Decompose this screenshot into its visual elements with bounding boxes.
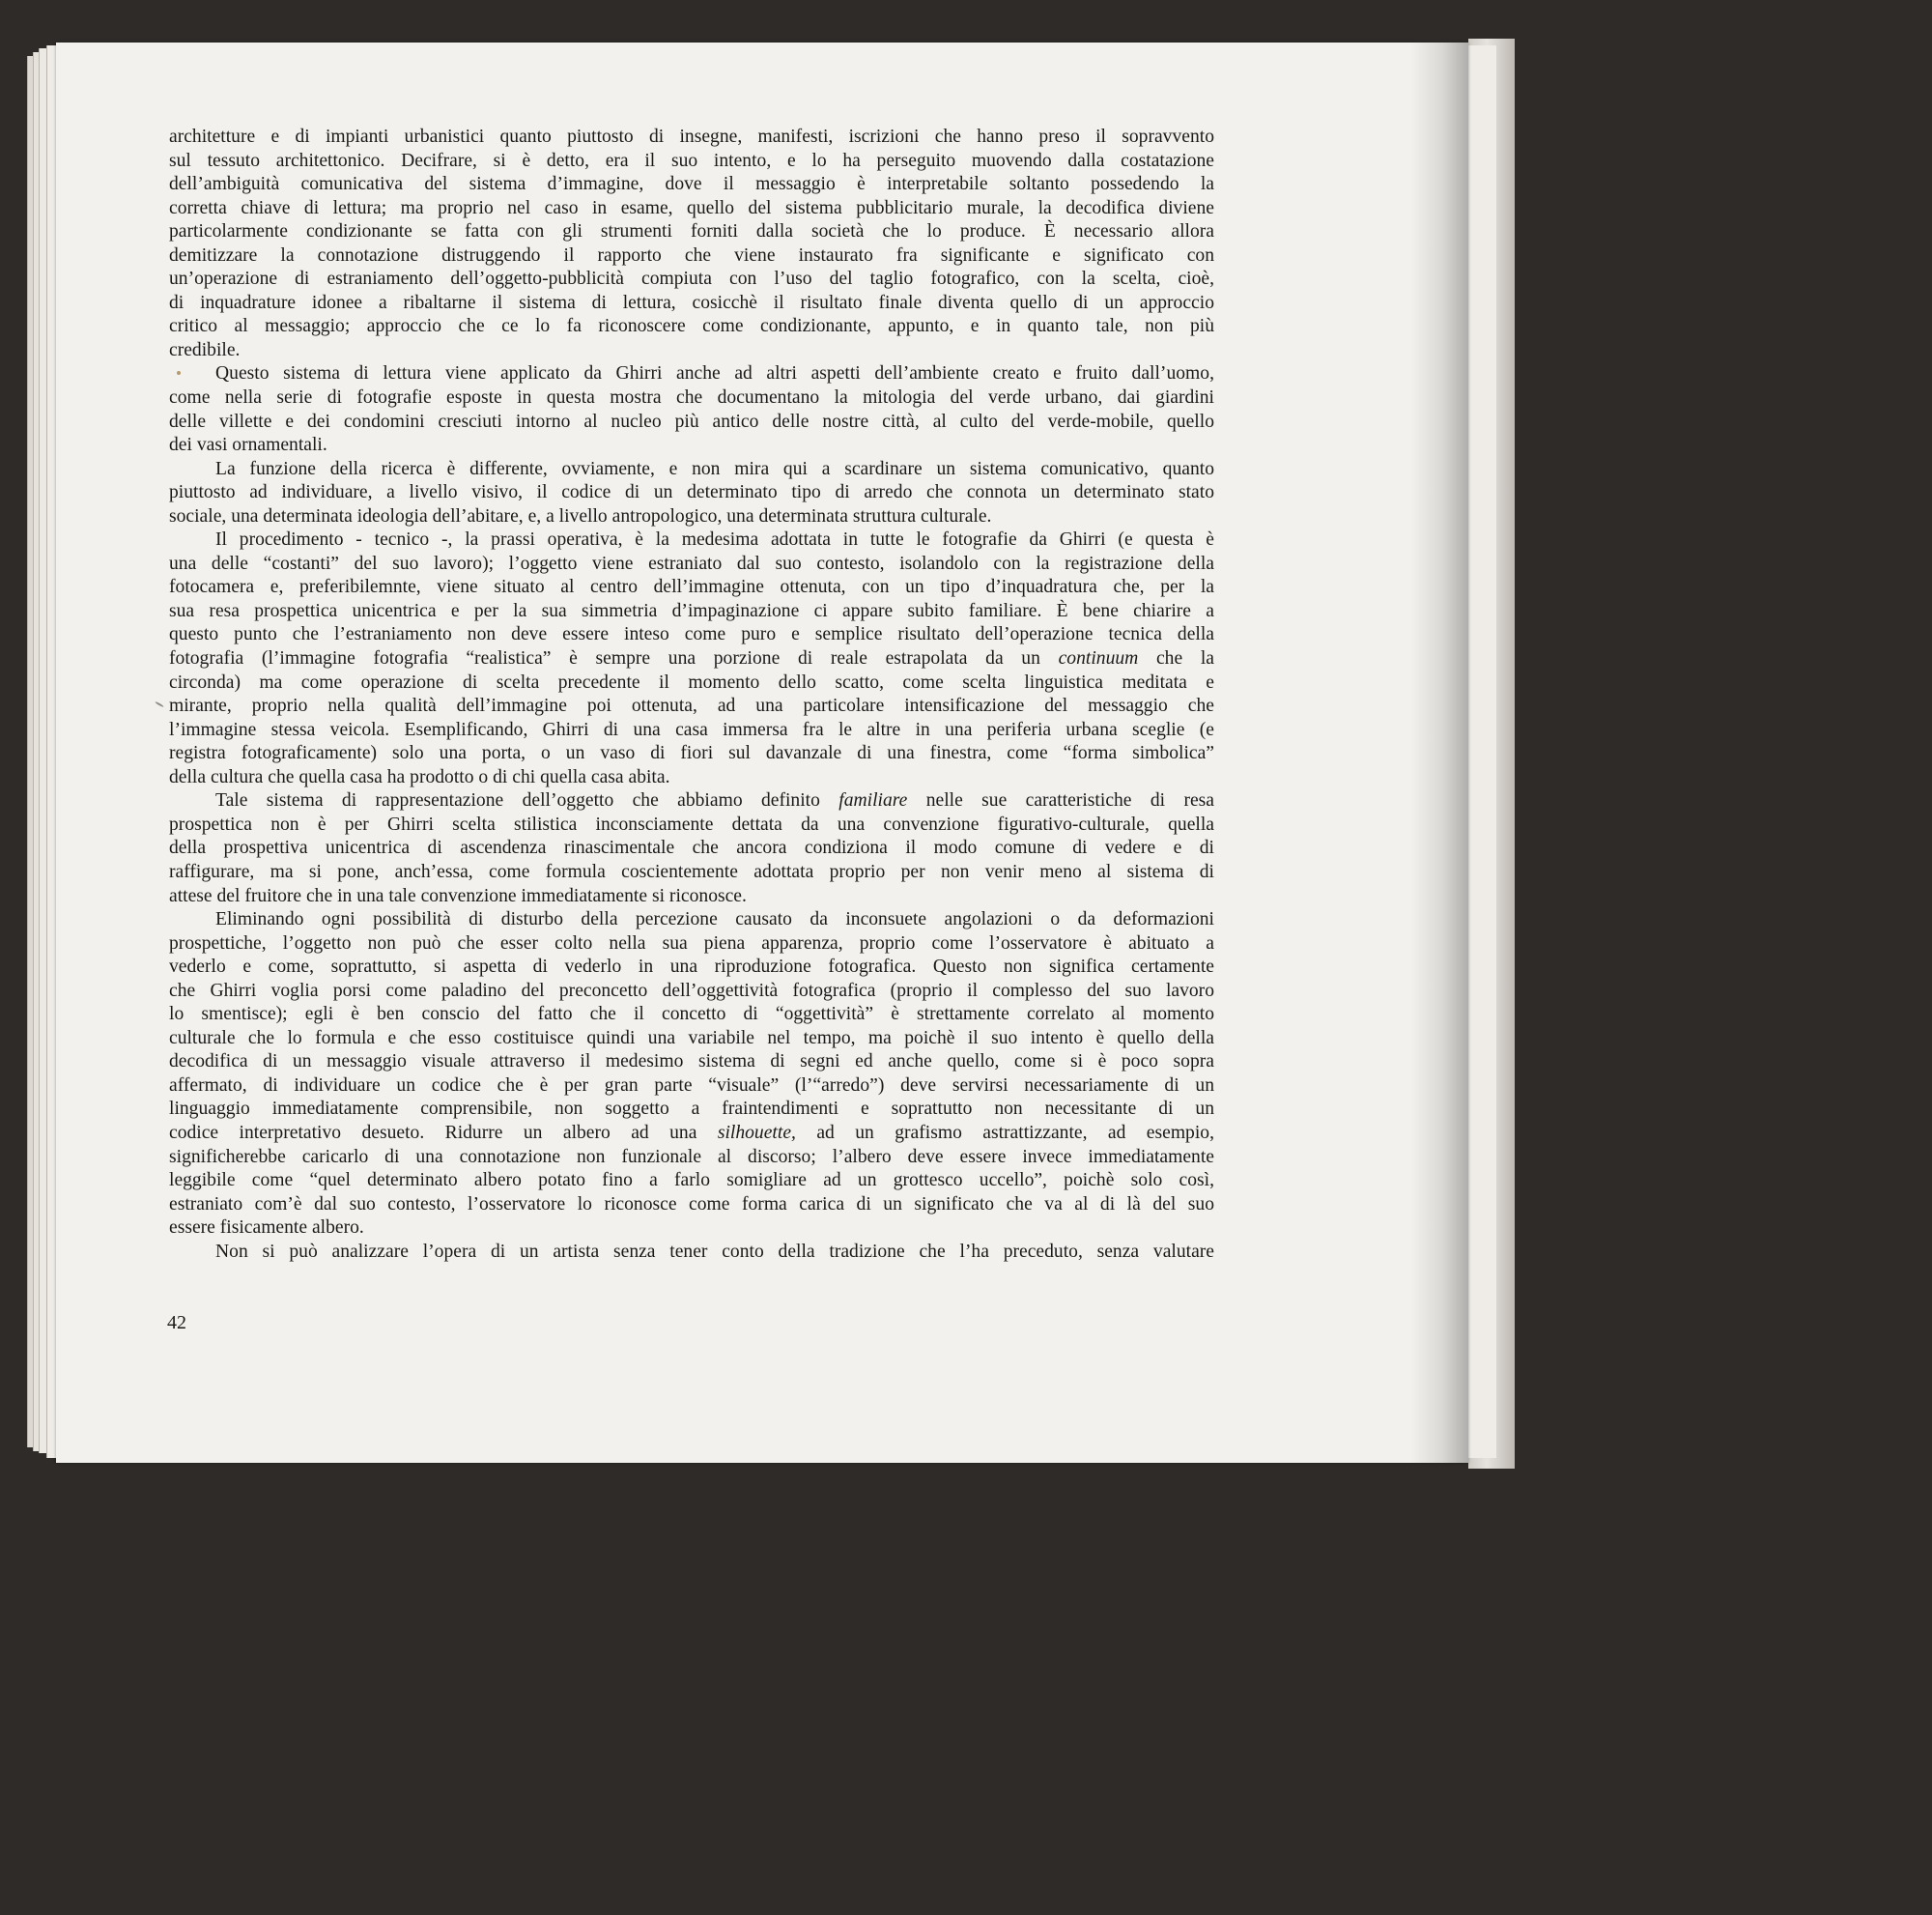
gutter-shadow	[1410, 43, 1468, 1463]
text-line: raffigurare, ma si pone, anch’essa, come formula coscientemente adottata proprio per non venir meno al sistema di	[169, 861, 1214, 882]
text-line: prospettica non è per Ghirri scelta stilistica inconsciamente dettata da una convenzione figurativo-culturale, quella	[169, 814, 1214, 835]
text-line: della prospettiva unicentrica di ascendenza rinascimentale che ancora condiziona il modo comune di vedere e di	[169, 838, 1214, 859]
text-line: come nella serie di fotografie esposte in questa mostra che documentano la mitologia del verde urbano, dai giardini	[169, 387, 1214, 409]
text-line: prospettiche, l’oggetto non può che esser colto nella sua piena apparenza, proprio come l’osservatore è abituato a	[169, 932, 1214, 954]
text-line: La funzione della ricerca è differente, ovviamente, e non mira qui a scardinare un sistema comunicativo, quanto	[215, 458, 1214, 479]
text-line: critico al messaggio; approccio che ce lo fa riconoscere come condizionante, appunto, e in quanto tale, non più	[169, 316, 1214, 337]
text-line: Eliminando ogni possibilità di disturbo della percezione causato da inconsuete angolazioni o da deformazioni	[215, 909, 1214, 930]
text-line: affermato, di individuare un codice che è per gran parte “visuale” (l’“arredo”) deve servirsi necessariamente di un	[169, 1074, 1214, 1096]
text-line: particolarmente condizionante se fatta con gli strumenti forniti dalla società che lo produce. È necessario allora	[169, 221, 1214, 243]
text-line: fotocamera e, preferibilemnte, viene situato al centro dell’immagine ottenuta, con un tipo d’inquadratura che, per la	[169, 577, 1214, 598]
text-line: demitizzare la connotazione distruggendo il rapporto che viene instaurato fra significante e significato con	[169, 244, 1214, 266]
text-line: delle villette e dei condomini cresciuti intorno al nucleo più antico delle nostre città, al culto del verde-mobile, quello	[169, 411, 1214, 432]
page-number: 42	[167, 1312, 186, 1333]
text-line: sociale, una determinata ideologia dell’abitare, e, a livello antropologico, una determinata struttura culturale.	[169, 505, 992, 527]
text-line: Questo sistema di lettura viene applicato da Ghirri anche ad altri aspetti dell’ambiente creato e fruito dall’uomo,	[215, 363, 1214, 385]
text-line: architetture e di impianti urbanistici quanto piuttosto di insegne, manifesti, iscrizioni che hanno preso il sopravvento	[169, 127, 1214, 147]
text-line: un’operazione di estraniamento dell’oggetto-pubblicità compiuta con l’uso del taglio fotografico, con la scelta, cioè,	[169, 269, 1214, 290]
text-line: che Ghirri voglia porsi come paladino del preconcetto dell’oggettività fotografica (proprio il complesso del suo lavoro	[169, 980, 1214, 1001]
text-line: circonda) ma come operazione di scelta precedente il momento dello scatto, come scelta linguistica meditata e	[169, 672, 1214, 693]
text-line: della cultura che quella casa ha prodotto o di chi quella casa abita.	[169, 766, 670, 787]
text-line: corretta chiave di lettura; ma proprio nel caso in esame, quello del sistema pubblicitario murale, la decodifica diviene	[169, 197, 1214, 218]
body-text	[169, 126, 1214, 1264]
text-line: l’immagine stessa veicola. Esemplificando, Ghirri di una casa immersa fra le altre in una periferia urbana sceglie (e	[169, 719, 1214, 740]
text-line: lo smentisce); egli è ben conscio del fatto che il concetto di “oggettività” è strettamente correlato al momento	[169, 1004, 1214, 1025]
text-line: piuttosto ad individuare, a livello visivo, il codice di un determinato tipo di arredo che connota un determinato stato	[169, 482, 1214, 503]
text-line: culturale che lo formula e che esso costituisce quindi una variabile nel tempo, ma poichè il suo intento è quello della	[169, 1027, 1214, 1048]
text-line: dei vasi ornamentali.	[169, 435, 327, 456]
text-line: dell’ambiguità comunicativa del sistema d’immagine, dove il messaggio è interpretabile soltanto possedendo la	[169, 174, 1214, 195]
text-line: Il procedimento - tecnico -, la prassi operativa, è la medesima adottata in tutte le fotografie da Ghirri (e questa è	[215, 529, 1214, 551]
text-line: significherebbe caricarlo di una connotazione non funzionale al discorso; l’albero deve essere invece immediatamente	[169, 1146, 1214, 1167]
text-line: vederlo e come, soprattutto, si aspetta di vederlo in una riproduzione fotografica. Questo non significa certamente	[169, 957, 1214, 978]
text-line: sul tessuto architettonico. Decifrare, si è detto, era il suo intento, e lo ha perseguito muovendo dalla costatazione	[169, 150, 1214, 171]
text-line: credibile.	[169, 339, 241, 360]
text-line: questo punto che l’estraniamento non deve essere inteso come puro e semplice risultato dell’operazione tecnica della	[169, 624, 1214, 645]
text-line: Non si può analizzare l’opera di un artista senza tener conto della tradizione che l’ha preceduto, senza valutare	[215, 1241, 1214, 1262]
text-line: mirante, proprio nella qualità dell’immagine poi ottenuta, ad una particolare intensificazione del messaggio che	[169, 696, 1214, 717]
text-line: Tale sistema di rappresentazione dell’oggetto che abbiamo definito familiare nelle sue caratteristiche di resa	[215, 790, 1214, 812]
paper-mark	[155, 701, 164, 708]
text-line: codice interpretativo desueto. Ridurre un albero ad una silhouette, ad un grafismo astrattizzante, ad esempio,	[169, 1122, 1214, 1143]
text-line: decodifica di un messaggio visuale attraverso il medesimo sistema di segni ed anche quello, come si è poco sopra	[169, 1051, 1214, 1072]
text-line: registra fotograficamente) solo una porta, o un vaso di fiori sul davanzale di una finestra, come “forma simbolica”	[169, 743, 1214, 764]
text-line: una delle “costanti” del suo lavoro); l’oggetto viene estraniato dal suo contesto, isolandolo con la registrazione della	[169, 553, 1214, 574]
text-line: di inquadrature idonee a ribaltarne il sistema di lettura, cosicchè il risultato finale diventa quello di un approccio	[169, 292, 1214, 313]
text-line: essere fisicamente albero.	[169, 1217, 364, 1239]
text-line: linguaggio immediatamente comprensibile, non soggetto a fraintendimenti e soprattutto non necessitante di un	[169, 1099, 1214, 1120]
text-line: estraniato com’è dal suo contesto, l’osservatore lo riconosce come forma carica di un significato che va al di là del suo	[169, 1193, 1214, 1215]
text-line: leggibile come “quel determinato albero potato fino a farlo somigliare ad un grottesco uccello”, poichè solo così,	[169, 1170, 1214, 1191]
text-line: fotografia (l’immagine fotografia “realistica” è sempre una porzione di reale estrapolata da un continuum che la	[169, 648, 1214, 670]
text-line: attese del fruitore che in una tale convenzione immediatamente si riconosce.	[169, 885, 747, 906]
text-line: sua resa prospettica unicentrica e per la sua simmetria d’impaginazione ci appare subito familiare. È bene chiarire a	[169, 600, 1214, 621]
